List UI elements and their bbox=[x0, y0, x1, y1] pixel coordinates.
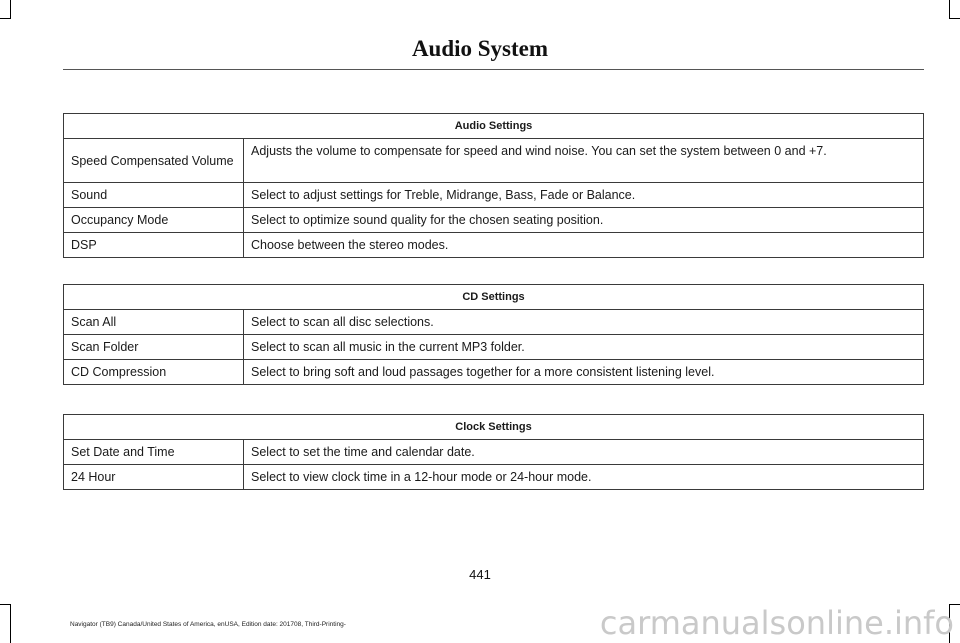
table-row bbox=[64, 139, 924, 183]
page-number: 441 bbox=[469, 567, 491, 582]
setting-name: Sound bbox=[64, 183, 244, 208]
crop-mark-top-left-v bbox=[10, 0, 11, 19]
table-title: CD Settings bbox=[64, 285, 924, 310]
crop-mark-top-left-h bbox=[0, 18, 11, 19]
edition-footer: Navigator (TB9) Canada/United States of America, enUSA, Edition date: 201708, Third-Printing- bbox=[70, 621, 346, 628]
setting-name: Scan Folder bbox=[64, 335, 244, 360]
setting-name: 24 Hour bbox=[64, 465, 244, 490]
table-row bbox=[64, 310, 924, 335]
table-row bbox=[64, 360, 924, 385]
setting-description: Choose between the stereo modes. bbox=[244, 233, 924, 258]
setting-description: Select to set the time and calendar date. bbox=[244, 440, 924, 465]
setting-description: Select to scan all disc selections. bbox=[244, 310, 924, 335]
crop-mark-bottom-left-v bbox=[10, 604, 11, 643]
setting-description: Select to view clock time in a 12-hour mode or 24-hour mode. bbox=[244, 465, 924, 490]
setting-description: Adjusts the volume to compensate for speed and wind noise. You can set the system between 0 and +7. bbox=[244, 139, 924, 183]
header-divider bbox=[63, 69, 924, 70]
clock-settings-table bbox=[63, 414, 924, 490]
setting-description: Select to optimize sound quality for the chosen seating position. bbox=[244, 208, 924, 233]
setting-name: Speed Compensated Volume bbox=[64, 139, 244, 183]
table-row bbox=[64, 440, 924, 465]
setting-description: Select to scan all music in the current MP3 folder. bbox=[244, 335, 924, 360]
table-title: Clock Settings bbox=[64, 415, 924, 440]
setting-name: Occupancy Mode bbox=[64, 208, 244, 233]
watermark: carmanualsonline.info bbox=[599, 604, 954, 642]
setting-description: Select to bring soft and loud passages together for a more consistent listening level. bbox=[244, 360, 924, 385]
page-title: Audio System bbox=[411, 36, 549, 61]
table-header-row bbox=[64, 114, 924, 139]
cd-settings-table bbox=[63, 284, 924, 385]
table-row bbox=[64, 208, 924, 233]
table-header-row bbox=[64, 285, 924, 310]
setting-name: DSP bbox=[64, 233, 244, 258]
table-header-row bbox=[64, 415, 924, 440]
crop-mark-top-right-h bbox=[949, 18, 960, 19]
crop-mark-bottom-left-h bbox=[0, 604, 11, 605]
table-title: Audio Settings bbox=[64, 114, 924, 139]
setting-name: CD Compression bbox=[64, 360, 244, 385]
table-row bbox=[64, 465, 924, 490]
table-row bbox=[64, 183, 924, 208]
setting-name: Scan All bbox=[64, 310, 244, 335]
table-row bbox=[64, 233, 924, 258]
setting-name: Set Date and Time bbox=[64, 440, 244, 465]
crop-mark-top-right-v bbox=[949, 0, 950, 19]
table-row bbox=[64, 335, 924, 360]
setting-description: Select to adjust settings for Treble, Midrange, Bass, Fade or Balance. bbox=[244, 183, 924, 208]
audio-settings-table bbox=[63, 113, 924, 258]
